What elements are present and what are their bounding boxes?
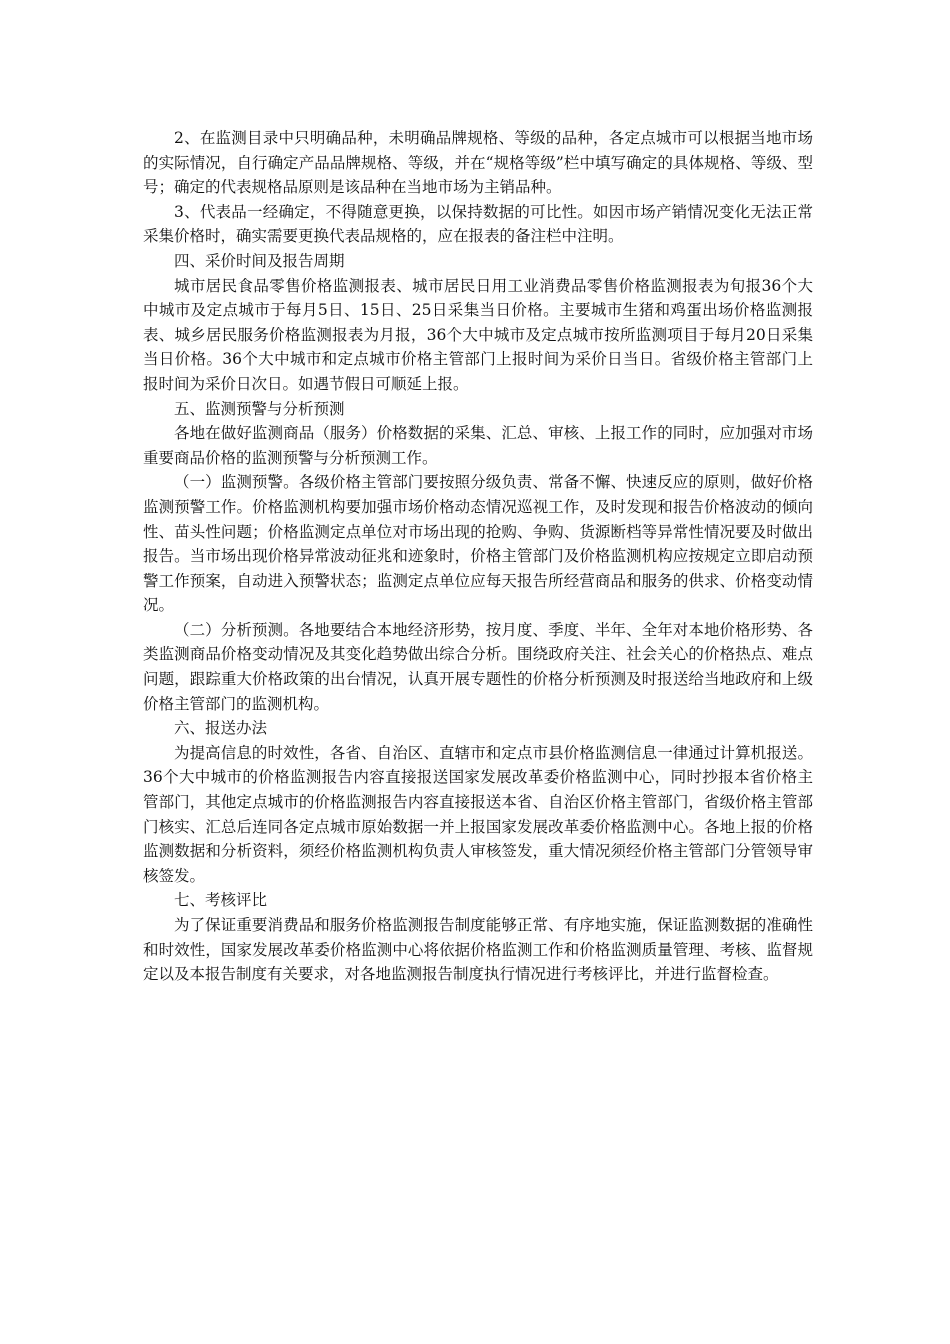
paragraph-warning-intro: 各地在做好监测商品（服务）价格数据的采集、汇总、审核、上报工作的同时，应加强对市场重要商品价格的监测预警与分析预测工作。	[143, 424, 813, 467]
paragraph-assessment: 为了保证重要消费品和服务价格监测报告制度能够正常、有序地实施，保证监测数据的准确性和时效性，国家发展改革委价格监测中心将依据价格监测工作和价格监测质量管理、考核、监督规定以及本报告制度有关要求，对各地监测报告制度执行情况进行考核评比，并进行监督检查。	[143, 916, 813, 984]
paragraph-item-2: 2、在监测目录中只明确品种，未明确品牌规格、等级的品种，各定点城市可以根据当地市场的实际情况，自行确定产品品牌规格、等级，并在“规格等级”栏中填写确定的具体规格、等级、型号；确定的代表规格品原则是该品种在当地市场为主销品种。	[143, 129, 813, 197]
paragraph-item-3: 3、代表品一经确定，不得随意更换，以保持数据的可比性。如因市场产销情况变化无法正常采集价格时，确实需要更换代表品规格的，应在报表的备注栏中注明。	[143, 202, 813, 246]
document-body	[143, 126, 813, 987]
section-heading-collection-time: 四、采价时间及报告周期	[174, 251, 345, 270]
section-heading-submission: 六、报送办法	[174, 719, 268, 738]
section-heading-assessment: 七、考核评比	[174, 891, 268, 910]
section-heading-warning-forecast: 五、监测预警与分析预测	[174, 399, 345, 418]
paragraph-collection-time: 城市居民食品零售价格监测报表、城市居民日用工业消费品零售价格监测报表为旬报36个大中城市及定点城市于每月5日、15日、25日采集当日价格。主要城市生猪和鸡蛋出场价格监测报表、城乡居民服务价格监测报表为月报，36个大中城市及定点城市按所监测项目于每月20日采集当日价格。36个大中城市和定点城市价格主管部门上报时间为采价日当日。省级价格主管部门上报时间为采价日次日。如遇节假日可顺延上报。	[143, 276, 813, 393]
paragraph-submission: 为提高信息的时效性，各省、自治区、直辖市和定点市县价格监测信息一律通过计算机报送。36个大中城市的价格监测报告内容直接报送国家发展改革委价格监测中心，同时抄报本省价格主管部门，其他定点城市的价格监测报告内容直接报送本省、自治区价格主管部门，省级价格主管部门核实、汇总后连同各定点城市原始数据一并上报国家发展改革委价格监测中心。各地上报的价格监测数据和分析资料，须经价格监测机构负责人审核签发，重大情况须经价格主管部门分管领导审核签发。	[143, 743, 813, 885]
paragraph-analysis-forecast: （二）分析预测。各地要结合本地经济形势，按月度、季度、半年、全年对本地价格形势、各类监测商品价格变动情况及其变化趋势做出综合分析。围绕政府关注、社会关心的价格热点、难点问题，跟踪重大价格政策的出台情况，认真开展专题性的价格分析预测及时报送给当地政府和上级价格主管部门的监测机构。	[143, 620, 813, 713]
paragraph-monitoring-warning: （一）监测预警。各级价格主管部门要按照分级负责、常备不懈、快速反应的原则，做好价格监测预警工作。价格监测机构要加强市场价格动态情况巡视工作，及时发现和报告价格波动的倾向性、苗头性问题；价格监测定点单位对市场出现的抢购、争购、货源断档等异常性情况要及时做出报告。当市场出现价格异常波动征兆和迹象时，价格主管部门及价格监测机构应按规定立即启动预警工作预案，自动进入预警状态；监测定点单位应每天报告所经营商品和服务的供求、价格变动情况。	[143, 473, 813, 615]
